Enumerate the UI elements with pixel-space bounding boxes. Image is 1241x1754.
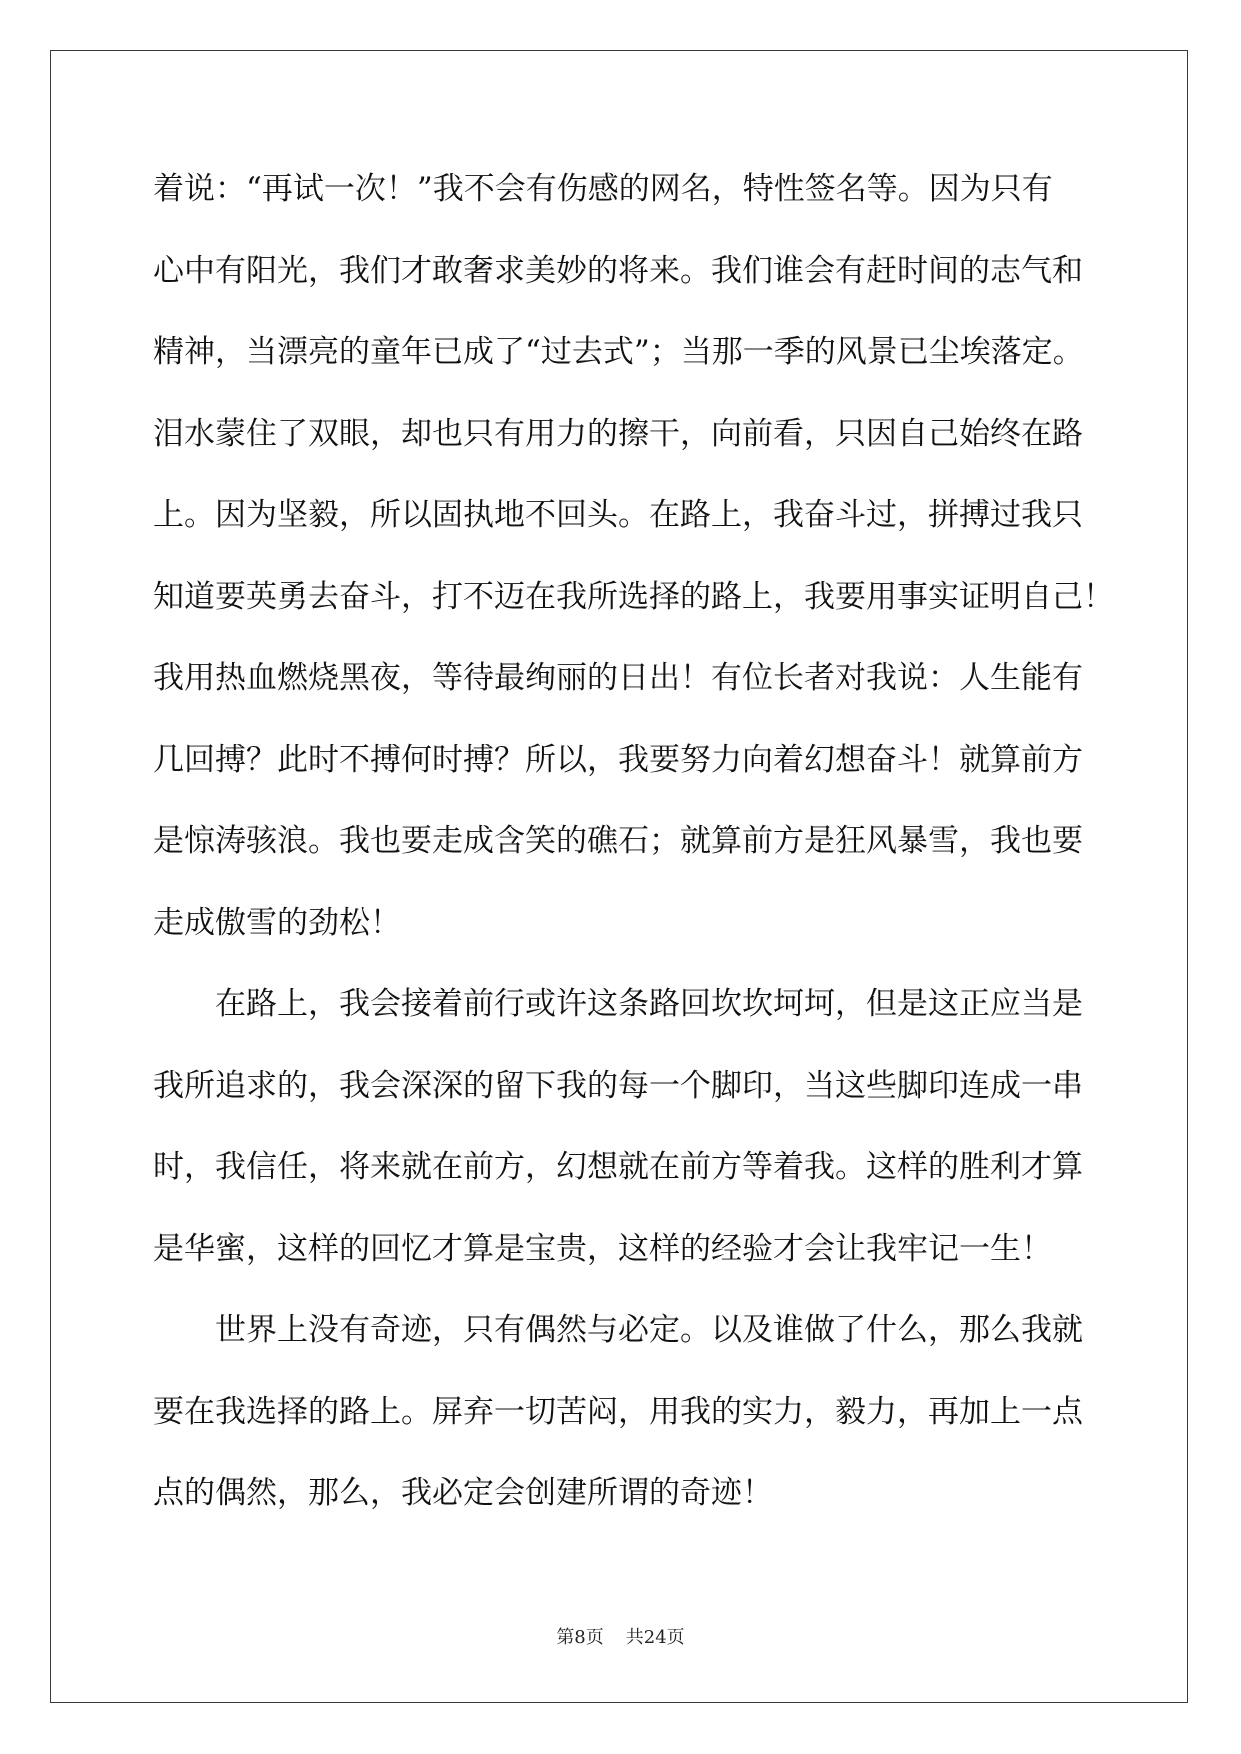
text-line: 在路上，我会接着前行或许这条路回坎坎坷坷，但是这正应当是 [215,986,1083,1022]
text-line: 我所追求的，我会深深的留下我的每一个脚印，当这些脚印连成一串 [153,1067,1083,1104]
text-line: 要在我选择的路上。屏弃一切苦闷，用我的实力，毅力，再加上一点 [153,1393,1083,1430]
text-line: 是惊涛骇浪。我也要走成含笑的礁石；就算前方是狂风暴雪，我也要 [153,823,1083,859]
page-total: 共24页 [625,1627,685,1648]
text-line: 精神，当漂亮的童年已成了“过去式”；当那一季的风景已尘埃落定。 [153,334,1084,370]
page-footer [0,1626,1241,1650]
page-number: 第8页 [556,1627,604,1648]
paragraph [153,1290,1163,1535]
text-line: 我用热血燃烧黑夜，等待最绚丽的日出！有位长者对我说：人生能有 [153,660,1083,696]
text-line: 走成傲雪的劲松！ [153,904,401,941]
text-line: 世界上没有奇迹，只有偶然与必定。以及谁做了什么，那么我就 [215,1312,1083,1348]
paragraph [153,964,1163,1290]
text-line: 点的偶然，那么，我必定会创建所谓的奇迹！ [153,1475,773,1511]
document-body [153,149,1163,1535]
paragraph [153,149,1163,964]
text-line: 泪水蒙住了双眼，却也只有用力的擦干，向前看，只因自己始终在路 [153,415,1083,452]
text-line: 是华蜜，这样的回忆才算是宝贵，这样的经验才会让我牢记一生！ [153,1230,1052,1267]
text-line: 上。因为坚毅，所以固执地不回头。在路上，我奋斗过，拼搏过我只 [153,497,1083,533]
text-line: 心中有阳光，我们才敢奢求美妙的将来。我们谁会有赶时间的志气和 [153,252,1083,289]
text-line: 时，我信任，将来就在前方，幻想就在前方等着我。这样的胜利才算 [153,1149,1083,1185]
text-line: 几回搏？此时不搏何时搏？所以，我要努力向着幻想奋斗！就算前方 [153,741,1083,778]
text-line: 着说：“再试一次！”我不会有伤感的网名，特性签名等。因为只有 [153,171,1053,207]
text-line: 知道要英勇去奋斗，打不迈在我所选择的路上，我要用事实证明自己！ [153,578,1114,615]
